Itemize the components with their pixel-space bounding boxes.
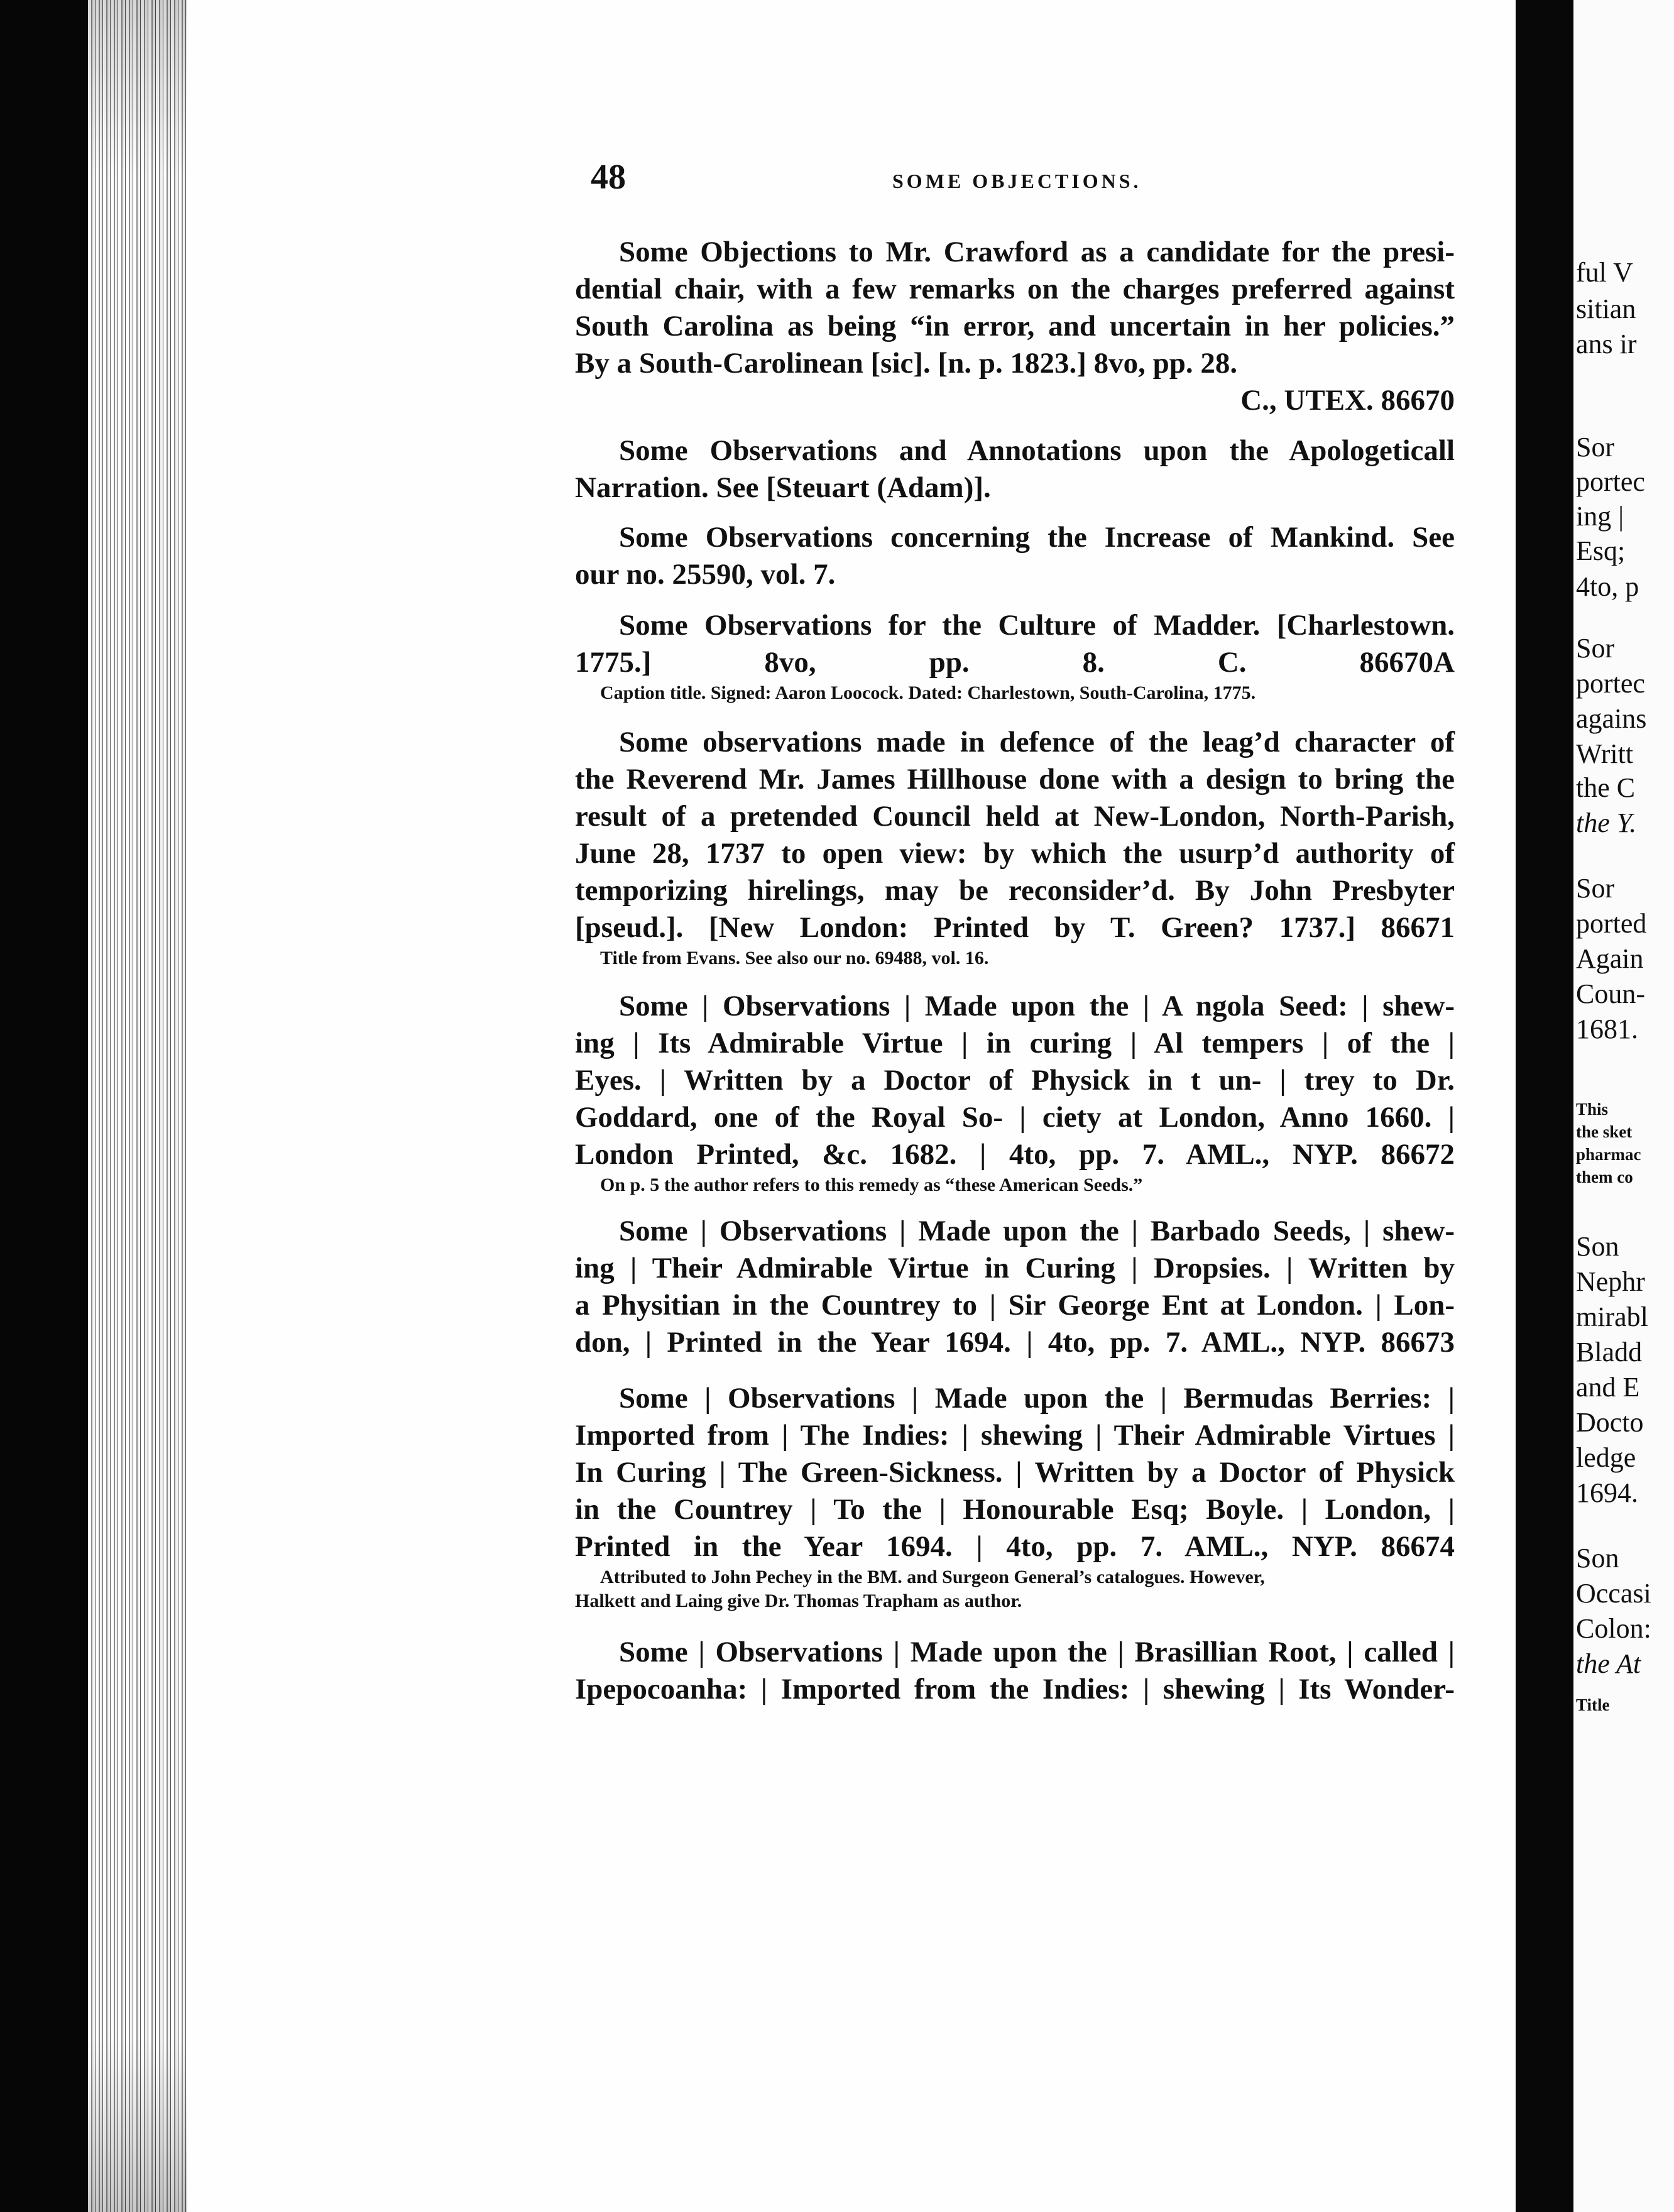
facing-page-fragment (1573, 0, 1674, 2212)
facing-text: 1681. (1576, 1014, 1638, 1044)
facing-text: ledge (1576, 1442, 1636, 1473)
entry-note: Caption title. Signed: Aaron Loocock. Dated: Charlestown, South-Carolina, 1775. (600, 682, 1256, 703)
facing-text: the Y. (1576, 808, 1637, 838)
facing-text: them co (1576, 1168, 1633, 1186)
entry-line: Some | Observations | Made upon the | Brasillian Root, | called | (619, 1636, 1455, 1668)
entry-line: the Reverend Mr. James Hillhouse done with a design to bring the (575, 763, 1455, 796)
entry-line: Some | Observations | Made upon the | A ngola Seed: | shew- (619, 990, 1455, 1022)
entry-line: Some | Observations | Made upon the | Bermudas Berries: | (619, 1382, 1455, 1415)
entry-line: Some observations made in defence of the leag’d character of (619, 726, 1455, 758)
entry-line: our no. 25590, vol. 7. (575, 558, 836, 591)
facing-text: 1694. (1576, 1477, 1638, 1508)
entry-line: 1775.] 8vo, pp. 8. C. 86670A (575, 646, 1455, 679)
facing-text: Bladd (1576, 1337, 1643, 1367)
facing-text: Son (1576, 1543, 1619, 1574)
facing-text: Colon: (1576, 1613, 1651, 1644)
facing-text: agains (1576, 703, 1647, 734)
entry-line: Goddard, one of the Royal So- | ciety at London, Anno 1660. | (575, 1101, 1455, 1134)
entry-line: Narration. See [Steuart (Adam)]. (575, 471, 991, 504)
entry-line: [pseud.]. [New London: Printed by T. Green? 1737.] 86671 (575, 911, 1455, 944)
entry-culture-of-madder (575, 607, 1455, 705)
facing-text: ful V (1576, 257, 1633, 288)
facing-text: This (1576, 1100, 1609, 1119)
facing-text: Sor (1576, 633, 1615, 664)
facing-text: Again (1576, 943, 1644, 974)
facing-text: ing | (1576, 501, 1624, 532)
entry-line: Printed in the Year 1694. | 4to, pp. 7. AML., NYP. 86674 (575, 1530, 1455, 1563)
entry-line: Ipepocoanha: | Imported from the Indies: | shewing | Its Wonder- (575, 1673, 1455, 1706)
entry-line: Some Observations for the Culture of Madder. [Charlestown. (619, 609, 1455, 642)
entry-some-objections (575, 234, 1455, 419)
entry-line: Some Objections to Mr. Crawford as a candidate for the presi- (619, 236, 1455, 268)
running-head: SOME OBJECTIONS. (892, 170, 1142, 192)
facing-text: Title (1576, 1695, 1610, 1714)
entry-line: Some | Observations | Made upon the | Barbado Seeds, | shew- (619, 1215, 1455, 1247)
facing-text: 4to, p (1576, 571, 1639, 602)
entry-line: In Curing | The Green-Sickness. | Written by a Doctor of Physick (575, 1456, 1455, 1489)
entry-note: Attributed to John Pechey in the BM. and Surgeon General’s catalogues. However, (600, 1567, 1265, 1587)
entry-line: temporizing hirelings, may be reconsider’d. By John Presbyter (575, 874, 1455, 907)
facing-text: Sor (1576, 873, 1615, 904)
entry-note: On p. 5 the author refers to this remedy as “these American Seeds.” (600, 1174, 1143, 1195)
entry-increase-of-mankind (575, 519, 1455, 593)
facing-text: Occasi (1576, 1578, 1651, 1609)
entry-line: Imported from | The Indies: | shewing | Their Admirable Virtues | (575, 1419, 1455, 1452)
entry-line: June 28, 1737 to open view: by which the usurp’d authority of (575, 837, 1455, 870)
facing-text: ans ir (1576, 329, 1637, 359)
entry-apologeticall-narration (575, 432, 1455, 506)
entry-james-hillhouse (575, 724, 1455, 970)
facing-text: portec (1576, 466, 1645, 497)
entry-bermudas-berries (575, 1380, 1455, 1613)
entry-line: result of a pretended Council held at New-London, North-Parish, (575, 800, 1455, 833)
facing-text: the sket (1576, 1122, 1633, 1141)
entry-line: Some Observations and Annotations upon the Apologeticall (619, 434, 1455, 467)
entry-angola-seed (575, 988, 1455, 1197)
facing-text: portec (1576, 668, 1645, 699)
facing-text: Esq; (1576, 535, 1626, 566)
facing-text: pharmac (1576, 1145, 1641, 1164)
entry-barbado-seeds (575, 1213, 1455, 1361)
entry-note: Title from Evans. See also our no. 69488, vol. 16. (600, 948, 989, 968)
entry-line: South Carolina as being “in error, and uncertain in her policies.” (575, 310, 1455, 342)
entry-line: London Printed, &c. 1682. | 4to, pp. 7. AML., NYP. 86672 (575, 1138, 1455, 1171)
facing-text: ported (1576, 908, 1647, 939)
facing-text: mirabl (1576, 1301, 1648, 1332)
page-number: 48 (591, 158, 626, 197)
facing-text: Sor (1576, 432, 1615, 463)
entry-brasillian-root (575, 1634, 1455, 1708)
entry-locator: C., UTEX. 86670 (1240, 384, 1455, 417)
facing-text: and E (1576, 1372, 1640, 1403)
entry-line: ing | Its Admirable Virtue | in curing | Al tempers | of the | (575, 1027, 1455, 1059)
entry-line: Some Observations concerning the Increase of Mankind. See (619, 521, 1455, 554)
facing-text: the C (1576, 772, 1636, 803)
facing-text: sitian (1576, 293, 1636, 324)
entry-line: don, | Printed in the Year 1694. | 4to, pp. 7. AML., NYP. 86673 (575, 1326, 1455, 1359)
book-gutter (1516, 0, 1573, 2212)
entry-line: a Physitian in the Countrey to | Sir George Ent at London. | Lon- (575, 1289, 1455, 1322)
entry-line: By a South-Carolinean [sic]. [n. p. 1823.] 8vo, pp. 28. (575, 347, 1238, 380)
entry-line: dential chair, with a few remarks on the charges preferred against (575, 273, 1455, 305)
entry-line: in the Countrey | To the | Honourable Esq; Boyle. | London, | (575, 1493, 1455, 1526)
entry-line: ing | Their Admirable Virtue in Curing | Dropsies. | Written by (575, 1252, 1455, 1284)
facing-text: Docto (1576, 1407, 1644, 1438)
facing-text: Coun- (1576, 978, 1645, 1009)
entry-note: Halkett and Laing give Dr. Thomas Trapham as author. (575, 1591, 1022, 1611)
entry-line: Eyes. | Written by a Doctor of Physick in t un- | trey to Dr. (575, 1064, 1455, 1097)
facing-text: Son (1576, 1231, 1619, 1262)
facing-text: Writt (1576, 738, 1634, 769)
book-page-edges (88, 0, 187, 2212)
facing-text: the At (1576, 1648, 1641, 1679)
facing-text: Nephr (1576, 1266, 1645, 1297)
